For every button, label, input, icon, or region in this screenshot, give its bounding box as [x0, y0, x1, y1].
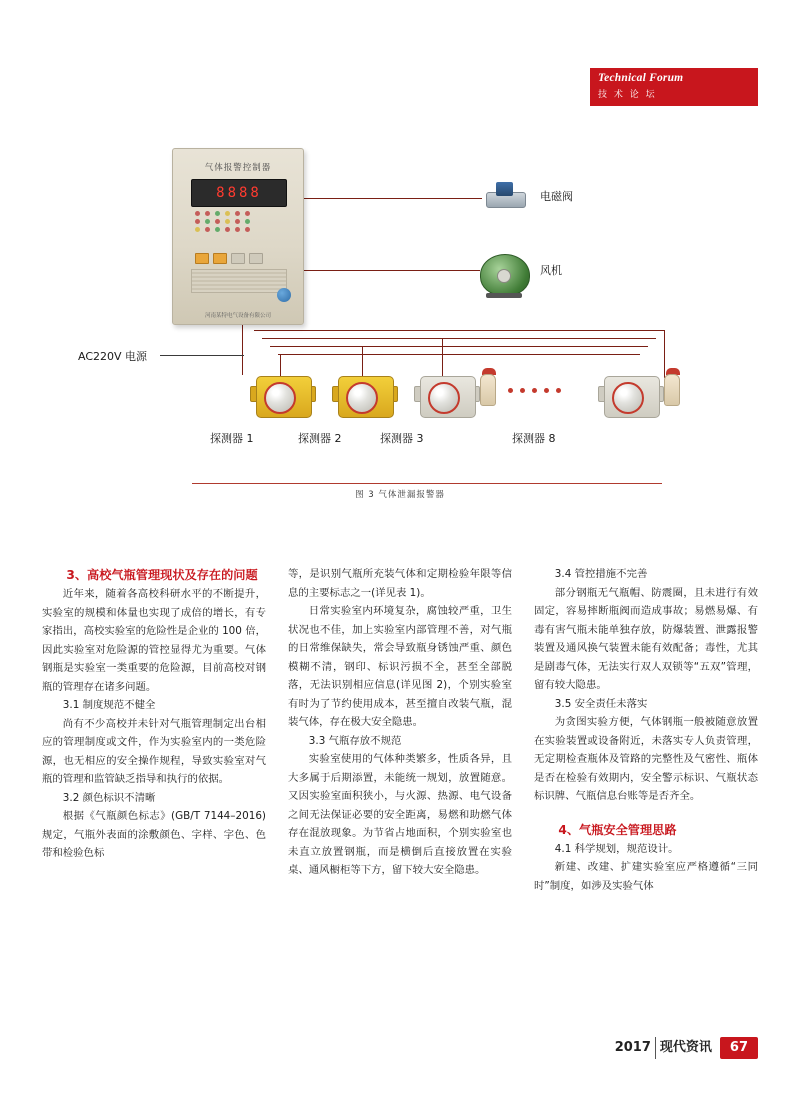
controller-key-4[interactable] [249, 253, 263, 264]
paragraph: 为贪图实验方便，气体钢瓶一般被随意放置在实验装置或设备附近，未落实专人负责管理，无定期检查瓶体及管路的完整性及气密性、瓶体是否在检验有效期内，安全警示标识、气瓶状态标识牌、气瓶信息台账等是否齐全。 [534, 716, 758, 802]
header-banner-cn: 技 术 论 坛 [598, 90, 657, 100]
wire-bus-4 [278, 354, 640, 355]
controller-logo-icon [277, 288, 291, 302]
controller-key-3[interactable] [231, 253, 245, 264]
controller-key-1[interactable] [195, 253, 209, 264]
paragraph: 3.1 制度规范不健全 [62, 699, 156, 711]
controller-display [191, 179, 287, 207]
paragraph: 4.1 科学规划，规范设计。 [554, 842, 679, 855]
page-number: 67 [720, 1037, 758, 1059]
paragraph: 尚有不少高校并未针对气瓶管理制定出台相应的管理制度或文件，作为实验室内的一类危险源，也无相应的安全操作规程，导致实验室对气瓶的管理和监管缺乏指导和执行的依据。 [42, 717, 266, 785]
controller-title: 气体报警控制器 [204, 163, 272, 173]
column-2 [288, 565, 512, 1015]
paragraph: 实验室使用的气体种类繁多，性质各异，且大多属于后期添置，未能统一规划，放置随意。又因实验室面积狭小，与火源、热源、电气设备之间无法保证必要的安全距离，易燃和助燃气体存在混放现象。为节省占地面积，个别实验室也未直立放置钢瓶，而是横倒后直接放置在实验桌、通风橱柜等下方，留下较大安全隐患。 [288, 753, 512, 876]
figure-gas-alarm-system [42, 130, 758, 520]
gas-alarm-controller [172, 148, 304, 325]
paragraph: 等，是识别气瓶所充装气体和定期检验年限等信息的主要标志之一(详见表 1)。 [288, 568, 512, 599]
paragraph: 根据《气瓶颜色标志》(GB/T 7144–2016)规定，气瓶外表面的涂敷颜色、字样、字色、色带和检验色标 [42, 810, 266, 859]
wire-bus-1 [254, 330, 664, 331]
detector-1-graphic [250, 368, 316, 424]
controller-vent-grille [191, 269, 287, 293]
article-body [42, 565, 758, 1015]
footer-year: 2017 [614, 1040, 651, 1055]
paragraph: 3.4 管控措施不完善 [554, 568, 648, 580]
label-power-supply: AC220V 电源 [78, 350, 148, 363]
wire-fan [302, 270, 480, 271]
controller-indicator-lamps [195, 211, 281, 243]
solenoid-valve-graphic [482, 182, 528, 214]
figure-caption: 图 3 气体泄漏报警器 [355, 490, 445, 500]
detector-3-graphic [414, 368, 480, 424]
header-banner-en: Technical Forum [598, 72, 684, 84]
exhaust-fan-graphic [480, 250, 534, 298]
column-1 [42, 565, 266, 1015]
paragraph: 3.2 颜色标识不清晰 [62, 791, 156, 804]
wire-bus-right [664, 330, 665, 378]
paragraph: 3.3 气瓶存放不规范 [308, 734, 402, 747]
label-detector-8: 探测器 8 [512, 432, 556, 445]
page-footer [615, 1037, 758, 1059]
paragraph: 近年来，随着各高校科研水平的不断提升，实验室的规模和体量也实现了成倍的增长，有专家指出，高校实验室的危险性是企业的 100 倍，因此实验室对危险源的管控显得尤为重要。气体钢瓶是实验室一类重要的危险源，目前高校对钢瓶的管理存在诸多问题。 [42, 588, 266, 693]
paragraph: 部分钢瓶无气瓶帽、防震圈，且未进行有效固定，容易摔断瓶阀而造成事故；易燃易爆、有毒有害气瓶未能单独存放，防爆装置、泄露报警装置及通风换气装置未能有效配备；毒性，尤其是剧毒气体，无法实行双人双锁等“五双”管理，留有较大隐患。 [534, 586, 758, 691]
label-fan: 风机 [540, 264, 562, 277]
controller-display-value: 8888 [216, 185, 262, 201]
paragraph: 新建、改建、扩建实验室应严格遵循“三同时”制度，如涉及实验气体 [534, 861, 758, 892]
column-3 [534, 565, 758, 1015]
wire-power-drop [242, 323, 243, 375]
label-solenoid-valve: 电磁阀 [540, 190, 573, 203]
wire-bus-2 [262, 338, 656, 339]
section-heading-3: 3、高校气瓶管理现状及存在的问题 [66, 568, 258, 582]
label-detector-3: 探测器 3 [380, 432, 424, 445]
detector-8-graphic [598, 368, 664, 424]
wire-bus-3 [270, 346, 648, 347]
section-heading-4: 4、气瓶安全管理思路 [558, 822, 677, 837]
detector-2-graphic [332, 368, 398, 424]
controller-brand: 河南某特电气设备有限公司 [204, 313, 271, 319]
figure-divider [192, 483, 662, 484]
label-detector-1: 探测器 1 [210, 432, 254, 445]
paragraph: 日常实验室内环境复杂，腐蚀较严重，卫生状况也不佳，加上实验室内部管理不善，对气瓶的日常维保缺失，常会导致瓶身锈蚀严重、颜色模糊不清，钢印、标识污损不全，甚至全部脱落，无法识别相应信息(详见图 2)，个别实验室有时为了节约使用成本，甚至擅自改装气瓶，混装气体，存在极大安全隐患。 [288, 605, 512, 728]
controller-key-2[interactable] [213, 253, 227, 264]
controller-keypad[interactable] [195, 253, 263, 264]
footer-magazine-name: 现代资讯 [655, 1037, 720, 1059]
wire-valve [302, 198, 482, 199]
wire-power-line [160, 355, 244, 356]
label-detector-2: 探测器 2 [298, 432, 342, 445]
paragraph: 3.5 安全责任未落实 [554, 697, 648, 710]
ellipsis-dots [508, 388, 561, 393]
header-banner [590, 68, 758, 106]
